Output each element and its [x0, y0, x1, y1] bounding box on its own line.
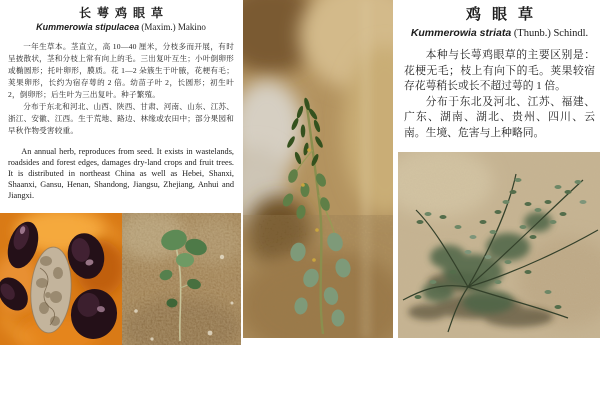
- photo-kummerowia-stipulacea-plant: [243, 0, 393, 338]
- right-description-paragraph: 本种与长萼鸡眼草的主要区别是：花梗无毛；枝上有向下的毛。荚果较宿存花萼稍长或长不超过萼的 1 倍。: [404, 49, 595, 92]
- right-species-latin-name: [404, 28, 595, 39]
- right-distribution-paragraph: 分布于东北及河北、江苏、福建、广东、湖南、湖北、贵州、四川、云南。生境、危害与上种略同。: [404, 95, 595, 139]
- left-species-article: [0, 0, 243, 200]
- photo-seeds-closeup: [0, 213, 122, 345]
- left-description-paragraph: 一年生草本。茎直立，高 10—40 厘米，分枝多而开展，有时呈披散状，茎和分枝上常有向上的毛。三出复叶互生；小叶倒卵形或椭圆形；托叶卵形，膜质。花 1—2 朵簇生于叶腋，花梗有毛；荚果卵形，长约为宿存萼的 2 倍。幼苗子叶 2，长圆形；初生叶 2，倒卵形；后生叶为三出复叶。种子繁殖。: [8, 42, 235, 99]
- right-latin-binomial: Kummerowia striata: [410, 27, 512, 39]
- left-distribution-paragraph: 分布于东北和河北、山西、陕西、甘肃、河南、山东、江苏、浙江、安徽、江西。生于荒地、路边、林缘或农田中；部分果园和早秋作物受害较重。: [8, 102, 235, 135]
- striata-plant-illustration: [398, 152, 600, 338]
- right-latin-author: (Thunb.) Schindl.: [511, 28, 589, 39]
- stipulacea-plant-illustration: [243, 0, 393, 338]
- right-species-article: [398, 0, 600, 150]
- seedling-illustration: [122, 213, 241, 345]
- seeds-illustration: [0, 213, 122, 345]
- left-latin-author: (Maxim.) Makino: [139, 22, 206, 32]
- left-english-paragraph: An annual herb, reproduces from seed. It exists in wastelands, roadsides and forest edges, damages dry-land crops and fruit trees. It is distributed in northeast China as well as Hebei, Shanxi, Shaanxi, Gansu, Henan, Shandong, Jiangsu, Zhejiang, Anhui and Jiangxi.: [8, 147, 234, 200]
- photo-kummerowia-striata-plant: [398, 152, 600, 338]
- photo-seedling: [122, 213, 241, 345]
- right-species-title: 鸡眼草: [465, 7, 544, 23]
- left-latin-binomial: Kummerowia stipulacea: [36, 22, 140, 32]
- left-species-title: 长萼鸡眼草: [78, 6, 169, 20]
- left-species-latin-name: [8, 22, 234, 33]
